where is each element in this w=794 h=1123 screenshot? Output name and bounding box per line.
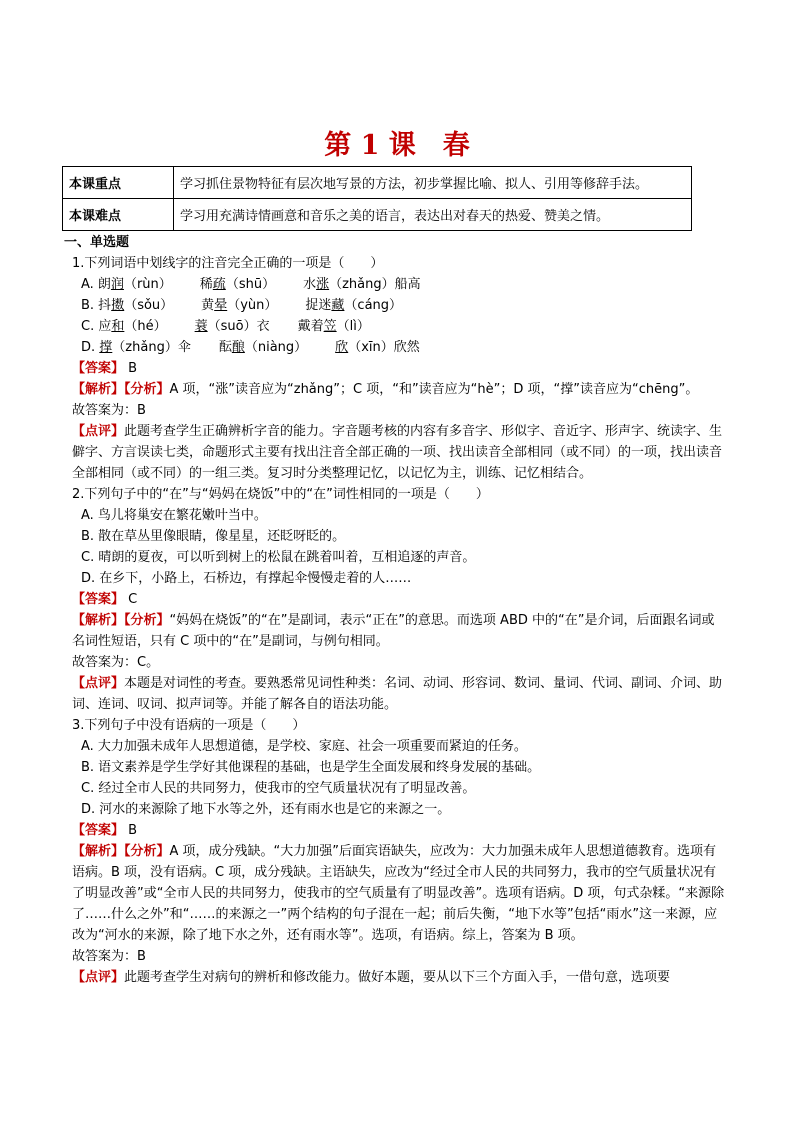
pinyin: （zhǎng）伞 xyxy=(112,340,191,355)
pinyin: （zhǎng）船高 xyxy=(329,277,421,292)
pinyin: （yùn） xyxy=(227,298,278,313)
answer-label: 【答案】 xyxy=(72,823,125,838)
underlined-char: 晕 xyxy=(214,298,228,313)
option-text: 酝 xyxy=(218,340,232,355)
section-heading: 一、单选题 xyxy=(64,235,130,250)
underlined-char: 蓑 xyxy=(194,319,208,334)
lesson-title: 第 1 课 春 xyxy=(324,130,470,161)
table-value-cell: 学习用充满诗情画意和音乐之美的语言，表达出对春天的热爱、赞美之情。 xyxy=(174,199,692,231)
comment-label: 【点评】 xyxy=(72,676,125,691)
analysis-text: “妈妈在烧饭”的“在”是副词，表示“正在”的意思。而选项 ABD 中的“在”是介词，后面跟名词或名词性短语，只有 C 项中的“在”是副词，与例句相同。 xyxy=(72,613,715,649)
option-text: A. 朗 xyxy=(81,277,111,292)
option-a xyxy=(72,274,727,295)
underlined-char: 擞 xyxy=(111,298,125,313)
comment-text: 此题考查学生对病句的辨析和修改能力。做好本题，要从以下三个方面入手，一借句意，选项要 xyxy=(124,970,671,985)
underlined-char: 疏 xyxy=(212,277,226,292)
option-b: B. 散在草丛里像眼睛，像星星，还眨呀眨的。 xyxy=(81,529,346,544)
analysis-label: 【解析】【分析】 xyxy=(72,844,170,859)
pinyin: （suō）衣 xyxy=(207,319,270,334)
comment-label: 【点评】 xyxy=(72,970,125,985)
conclusion-line: 故答案为：B xyxy=(72,403,146,418)
pinyin: （cáng） xyxy=(344,298,403,313)
option-d: D. 河水的来源除了地下水等之外，还有雨水也是它的来源之一。 xyxy=(81,802,451,817)
underlined-char: 撑 xyxy=(99,340,113,355)
option-a: A. 鸟儿将巢安在繁花嫩叶当中。 xyxy=(81,508,267,523)
option-a: A. 大力加强未成年人思想道德，是学校、家庭、社会一项重要而紧迫的任务。 xyxy=(81,739,527,754)
option-c: C. 晴朗的夏夜，可以听到树上的松鼠在跳着叫着，互相追逐的声音。 xyxy=(81,550,476,565)
table-value-cell: 学习抓住景物特征有层次地写景的方法，初步掌握比喻、拟人、引用等修辞手法。 xyxy=(174,167,692,199)
table-key-cell: 本课难点 xyxy=(63,199,174,231)
answer-line xyxy=(72,589,727,610)
pinyin: （xīn）欣然 xyxy=(348,340,420,355)
comment-text: 本题是对词性的考查。要熟悉常见词性种类：名词、动词、形容词、数词、量词、代词、副词、介词、助词、连词、叹词、拟声词等。并能了解各自的语法功能。 xyxy=(72,676,723,712)
answer-value: C xyxy=(124,592,138,607)
option-text: 捉迷 xyxy=(305,298,332,313)
underlined-char: 润 xyxy=(110,277,124,292)
answer-line xyxy=(72,358,727,379)
analysis-line xyxy=(72,610,727,652)
comment-line xyxy=(72,673,727,715)
option-text: C. 应 xyxy=(81,319,112,334)
question-1-stem: 1.下列词语中划线字的注音完全正确的一项是（ ） xyxy=(72,256,384,271)
answer-line xyxy=(72,820,727,841)
comment-label: 【点评】 xyxy=(72,424,125,439)
answer-value: B xyxy=(124,361,138,376)
analysis-text: A 项，“涨”读音应为“zhǎng”；C 项，“和”读音应为“hè”；D 项，“撑”读音应为“chēng”。 xyxy=(169,382,699,397)
pinyin: （lì） xyxy=(336,319,370,334)
option-text: 戴着 xyxy=(297,319,324,334)
underlined-char: 欣 xyxy=(335,340,349,355)
answer-label: 【答案】 xyxy=(72,361,125,376)
pinyin: （sǒu） xyxy=(124,298,174,313)
option-d xyxy=(72,337,727,358)
analysis-line xyxy=(72,379,727,400)
question-content xyxy=(64,232,727,988)
lesson-focus-table xyxy=(62,166,692,231)
pinyin: （shū） xyxy=(225,277,276,292)
comment-line xyxy=(72,421,727,484)
analysis-text: A 项，成分残缺。“大力加强”后面宾语缺失，应改为：大力加强未成年人思想道德教育。选项有语病。B 项，没有语病。C 项，成分残缺。主语缺失，应改为“经过全市人民的共同努力，我市的空气质量状况有了明显改善”或“全市人民的共同努力，使我市的空气质量有了明显改善”。选项有语病。D 项，句式杂糅。“来源除了……什么之外”和“……的来源之一”两个结构的句子混在一起；前后失衡，“地下水等”包括“雨水”这一来源，应改为“河水的来源，除了地下水之外，还有雨水等”。选项，有语病。综上，答案为 B 项。 xyxy=(72,844,725,943)
conclusion-line: 故答案为：B xyxy=(72,949,146,964)
option-b: B. 语文素养是学生学好其他课程的基础，也是学生全面发展和终身发展的基础。 xyxy=(81,760,541,775)
option-text: 稀 xyxy=(199,277,213,292)
underlined-char: 笠 xyxy=(323,319,337,334)
analysis-label: 【解析】【分析】 xyxy=(72,382,170,397)
comment-line xyxy=(72,967,727,988)
answer-label: 【答案】 xyxy=(72,592,125,607)
answer-value: B xyxy=(124,823,138,838)
option-d: D. 在乡下，小路上，石桥边，有撑起伞慢慢走着的人…… xyxy=(81,571,412,586)
pinyin: （rùn） xyxy=(123,277,172,292)
option-text: B. 抖 xyxy=(81,298,112,313)
option-c xyxy=(72,316,727,337)
analysis-line xyxy=(72,841,727,946)
option-text: 黄 xyxy=(201,298,215,313)
pinyin: （niàng） xyxy=(244,340,308,355)
question-3-stem: 3.下列句子中没有语病的一项是（ ） xyxy=(72,718,306,733)
question-2-stem: 2.下列句子中的“在”与“妈妈在烧饭”中的“在”词性相同的一项是（ ） xyxy=(72,487,489,502)
table-row xyxy=(63,199,692,231)
option-text: D. xyxy=(81,340,100,355)
conclusion-line: 故答案为：C。 xyxy=(72,655,160,670)
analysis-label: 【解析】【分析】 xyxy=(72,613,170,628)
underlined-char: 涨 xyxy=(316,277,330,292)
underlined-char: 酿 xyxy=(231,340,245,355)
underlined-char: 藏 xyxy=(331,298,345,313)
option-text: 水 xyxy=(303,277,317,292)
table-key-cell: 本课重点 xyxy=(63,167,174,199)
option-b xyxy=(72,295,727,316)
comment-text: 此题考查学生正确辨析字音的能力。字音题考核的内容有多音字、形似字、音近字、形声字、统读字、生僻字、方言误读七类，命题形式主要有找出注音全部正确的一项、找出读音全部相同（或不同）的一项，找出读音全部相同（或不同）的一组三类。复习时分类整理记忆，以记忆为主，训练、记忆相结合。 xyxy=(72,424,723,481)
table-row xyxy=(63,167,692,199)
pinyin: （hé） xyxy=(124,319,167,334)
option-c: C. 经过全市人民的共同努力，使我市的空气质量状况有了明显改善。 xyxy=(81,781,476,796)
underlined-char: 和 xyxy=(111,319,125,334)
